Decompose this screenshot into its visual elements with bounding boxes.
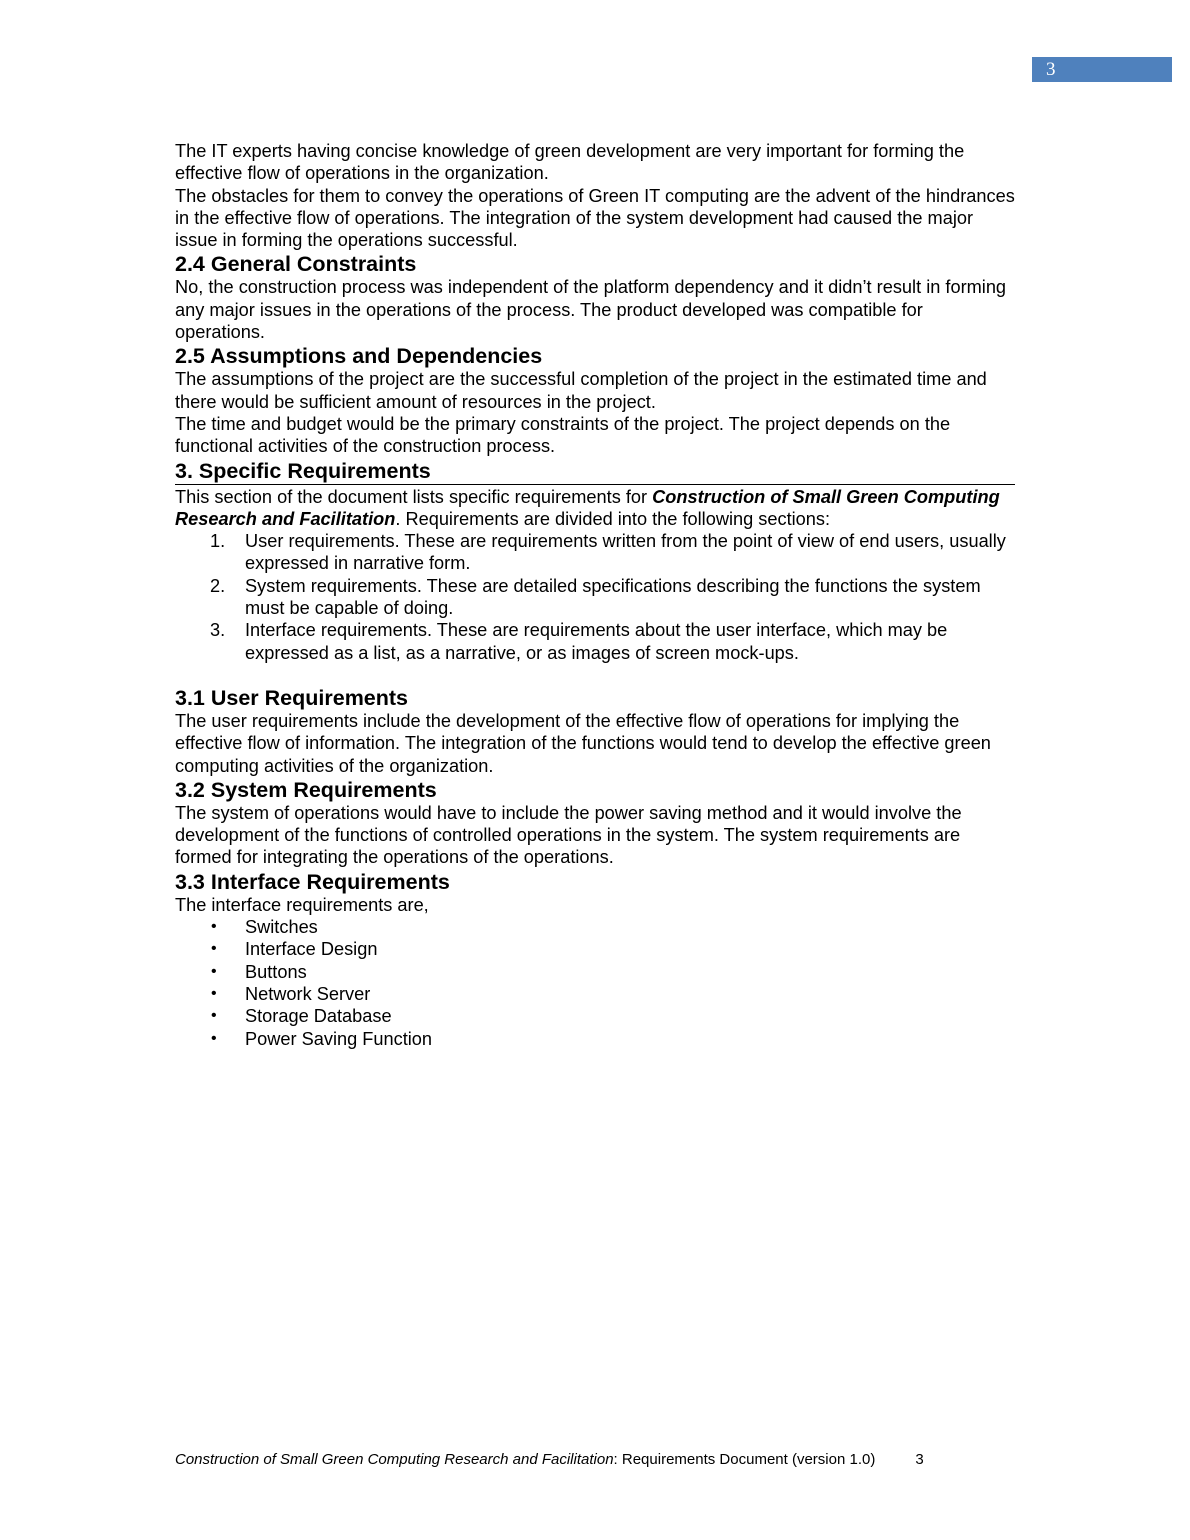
requirements-categories-list <box>175 530 1015 664</box>
list-item <box>175 938 1015 960</box>
bullet-icon: • <box>211 940 217 958</box>
project-title-emphasis: Construction of Small Green Computing Research and Facilitation <box>175 486 1000 529</box>
bullet-icon: • <box>211 918 217 936</box>
list-item <box>175 1028 1015 1050</box>
specific-requirements-intro <box>175 486 1015 531</box>
footer-page-number: 3 <box>915 1451 924 1468</box>
list-item <box>175 575 1015 620</box>
page-number-badge: 3 <box>1032 57 1172 82</box>
list-number: 1. <box>210 531 226 552</box>
list-item <box>175 530 1015 575</box>
list-item <box>175 916 1015 938</box>
intro-text-after: . Requirements are divided into the following sections: <box>395 508 831 529</box>
system-requirements-paragraph: The system of operations would have to include the power saving method and it would involve the development of the functions of controlled operations in the system. The system requirements are formed for integrating the operations of the operations. <box>175 802 962 868</box>
list-item-text: System requirements. These are detailed specifications describing the functions the system must be capable of doing. <box>245 575 981 619</box>
list-item-text: Power Saving Function <box>245 1028 433 1049</box>
heading-interface-requirements: 3.3 Interface Requirements <box>175 869 450 894</box>
list-item <box>175 983 1015 1005</box>
list-item-text: Network Server <box>245 983 371 1004</box>
bullet-icon: • <box>211 984 217 1002</box>
page-footer <box>175 1450 924 1470</box>
intro-paragraph-1: The IT experts having concise knowledge of green development are very important for forming the effective flow of operations in the organization. <box>175 141 965 184</box>
list-item-text: Storage Database <box>245 1006 392 1027</box>
heading-assumptions-dependencies: 2.5 Assumptions and Dependencies <box>175 344 543 369</box>
bullet-icon: • <box>211 962 217 980</box>
heading-user-requirements: 3.1 User Requirements <box>175 685 409 710</box>
list-item-text: Interface requirements. These are requirements about the user interface, which may be expressed as a list, as a narrative, or as images of screen mock-ups. <box>245 620 948 663</box>
list-number: 2. <box>210 575 226 596</box>
list-item-text: Switches <box>245 917 318 938</box>
list-number: 3. <box>210 620 226 641</box>
intro-paragraph-2: The obstacles for them to convey the operations of Green IT computing are the advent of the hindrances in the effective flow of operations. The integration of the system development had caused the major issue in forming the operations successful. <box>175 185 1015 251</box>
intro-text-before: This section of the document lists specific requirements for <box>175 486 653 507</box>
list-item-text: User requirements. These are requirements written from the point of view of end users, usually expressed in narrative form. <box>245 531 1006 574</box>
heading-system-requirements: 3.2 System Requirements <box>175 777 437 802</box>
user-requirements-paragraph: The user requirements include the development of the effective flow of operations for implying the effective flow of information. The integration of the functions would tend to develop the effective green computing activities of the organization. <box>175 710 991 776</box>
interface-requirements-list <box>175 916 1015 1050</box>
spacer <box>175 664 1015 685</box>
list-item <box>175 961 1015 983</box>
list-item <box>175 619 1015 664</box>
bullet-icon: • <box>211 1007 217 1025</box>
assumptions-paragraph-2: The time and budget would be the primary constraints of the project. The project depends on the functional activities of the construction process. <box>175 413 951 457</box>
document-body <box>175 140 1015 1050</box>
heading-specific-requirements: 3. Specific Requirements <box>175 458 1015 485</box>
bullet-icon: • <box>211 1029 217 1047</box>
list-item <box>175 1005 1015 1027</box>
list-item-text: Buttons <box>245 961 307 982</box>
general-constraints-paragraph: No, the construction process was independent of the platform dependency and it didn’t result in forming any major issues in the operations of the process. The product developed was compatible for operations. <box>175 277 1007 343</box>
footer-document-subtitle: : Requirements Document (version 1.0) <box>613 1451 876 1468</box>
footer-document-title: Construction of Small Green Computing Research and Facilitation <box>175 1451 614 1468</box>
assumptions-paragraph-1: The assumptions of the project are the successful completion of the project in the estimated time and there would be sufficient amount of resources in the project. <box>175 369 987 412</box>
interface-requirements-intro: The interface requirements are, <box>175 894 429 915</box>
list-item-text: Interface Design <box>245 939 378 960</box>
heading-general-constraints: 2.4 General Constraints <box>175 252 417 277</box>
